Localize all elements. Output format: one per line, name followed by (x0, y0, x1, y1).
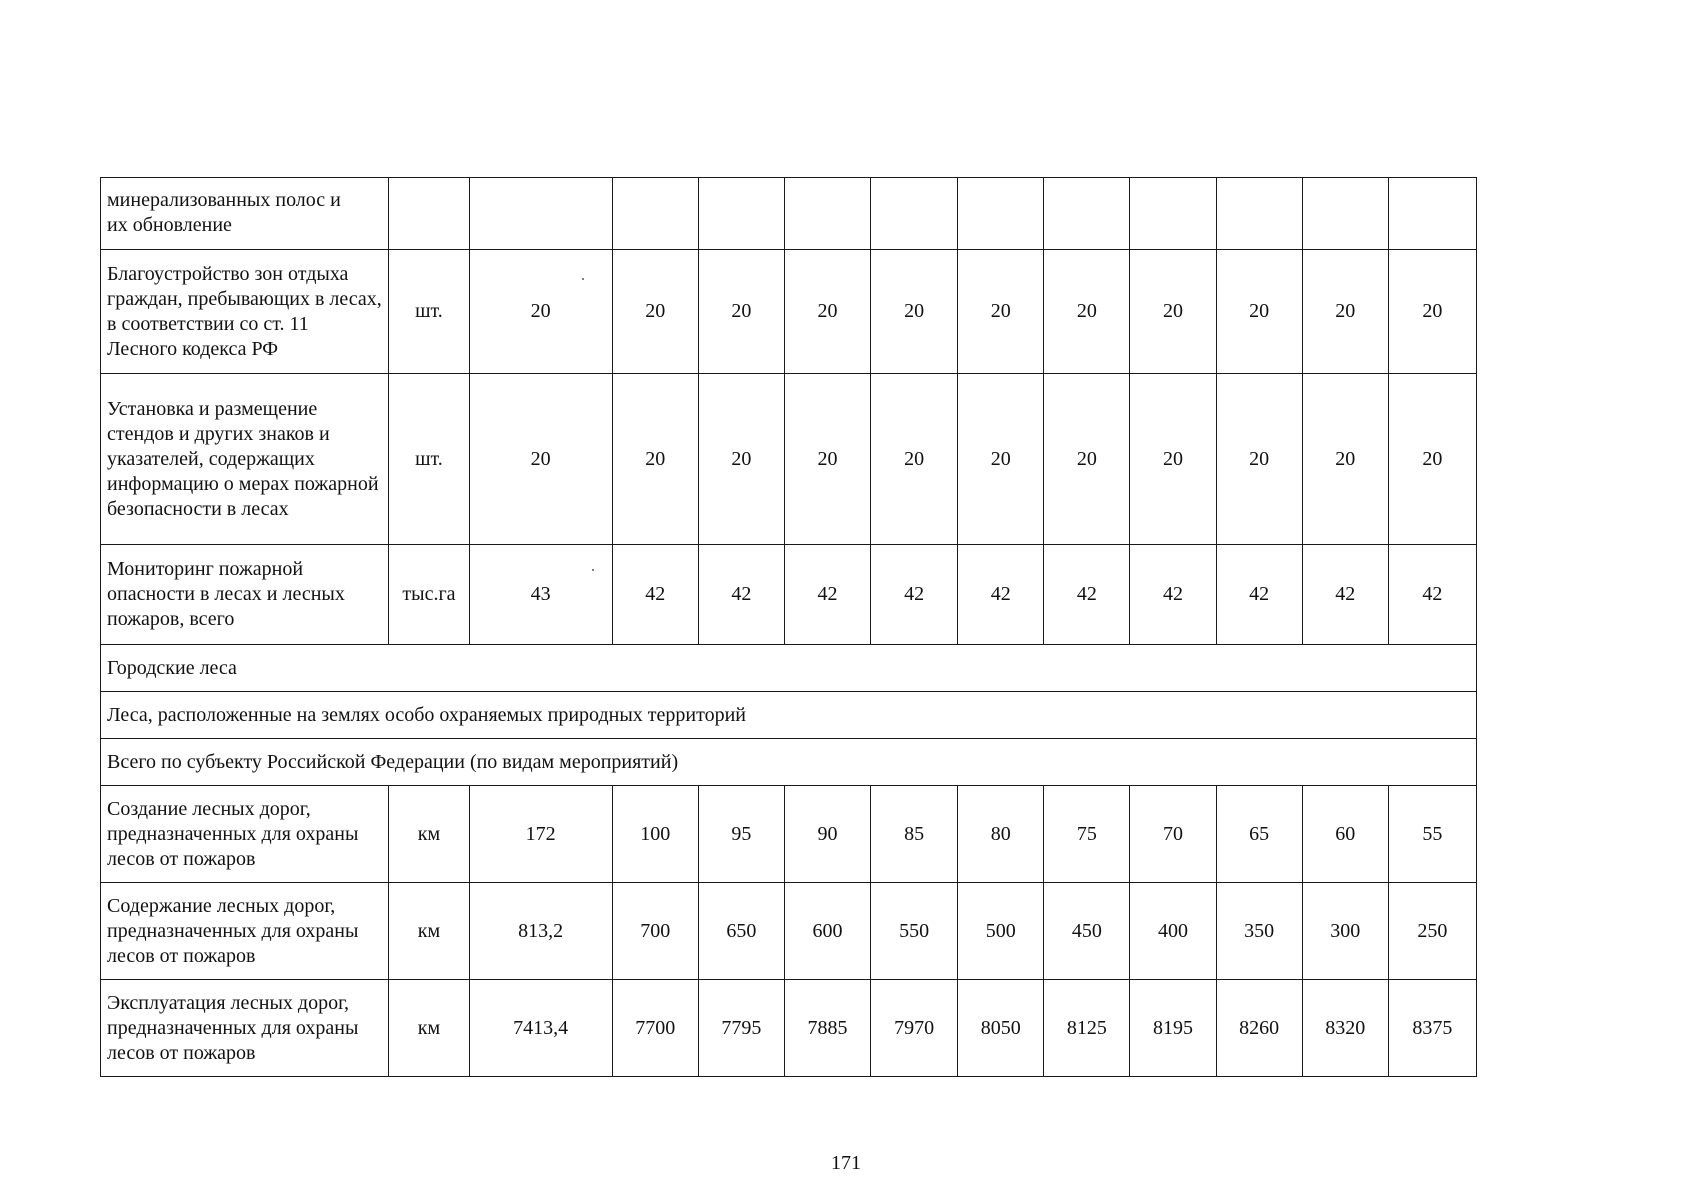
value-cell: 20 (784, 250, 870, 374)
value-cell: 700 (612, 883, 698, 980)
section-row (101, 739, 1477, 786)
value-cell: 300 (1302, 883, 1388, 980)
table-row (101, 178, 1477, 250)
value-cell: 20 (1044, 250, 1130, 374)
measure-name-cell: минерализованных полос и их обновление (101, 178, 389, 250)
value-cell: 20 (1130, 374, 1216, 545)
value-cell (469, 178, 612, 250)
value-cell (698, 178, 784, 250)
unit-cell: шт. (389, 250, 469, 374)
value-cell: 95 (698, 786, 784, 883)
table-body (101, 178, 1477, 1077)
value-cell: 600 (784, 883, 870, 980)
value-cell: 42 (1044, 545, 1130, 645)
value-cell: 20 (698, 250, 784, 374)
value-cell: 100 (612, 786, 698, 883)
value-cell: 55 (1388, 786, 1476, 883)
unit-cell: км (389, 883, 469, 980)
section-title: Городские леса (101, 645, 1477, 692)
value-cell: 400 (1130, 883, 1216, 980)
table-row (101, 545, 1477, 645)
measure-name-cell: Эксплуатация лесных дорог, предназначенных для охраны лесов от пожаров (101, 980, 389, 1077)
value-cell: 8195 (1130, 980, 1216, 1077)
value-cell: 20 (958, 250, 1044, 374)
value-cell: 7885 (784, 980, 870, 1077)
unit-cell: км (389, 786, 469, 883)
value-cell: 42 (1130, 545, 1216, 645)
value-cell: 65 (1216, 786, 1302, 883)
unit-cell: тыс.га (389, 545, 469, 645)
value-cell: 75 (1044, 786, 1130, 883)
value-cell: 813,2 (469, 883, 612, 980)
value-cell (1044, 178, 1130, 250)
section-row (101, 645, 1477, 692)
unit-cell: шт. (389, 374, 469, 545)
table-row (101, 786, 1477, 883)
scan-speck (582, 278, 584, 280)
value-cell: 172 (469, 786, 612, 883)
value-cell: 42 (871, 545, 958, 645)
value-cell: 20 (612, 374, 698, 545)
value-cell: 8320 (1302, 980, 1388, 1077)
value-cell: 42 (1302, 545, 1388, 645)
value-cell: 85 (871, 786, 958, 883)
measure-name-cell: Содержание лесных дорог, предназначенных для охраны лесов от пожаров (101, 883, 389, 980)
forest-measures-table (100, 177, 1477, 1077)
value-cell: 20 (871, 374, 958, 545)
value-cell (784, 178, 870, 250)
value-cell: 90 (784, 786, 870, 883)
table-row (101, 883, 1477, 980)
value-cell: 7795 (698, 980, 784, 1077)
table-row (101, 374, 1477, 545)
value-cell: 42 (1388, 545, 1476, 645)
unit-cell (389, 178, 469, 250)
measure-name-cell: Мониторинг пожарной опасности в лесах и лесных пожаров, всего (101, 545, 389, 645)
value-cell (1302, 178, 1388, 250)
value-cell: 20 (1388, 374, 1476, 545)
value-cell: 20 (1130, 250, 1216, 374)
value-cell: 20 (1388, 250, 1476, 374)
scan-speck (592, 569, 594, 571)
value-cell: 20 (1302, 250, 1388, 374)
value-cell: 20 (1216, 374, 1302, 545)
value-cell: 20 (1044, 374, 1130, 545)
value-cell: 42 (784, 545, 870, 645)
value-cell (958, 178, 1044, 250)
value-cell: 20 (784, 374, 870, 545)
value-cell: 20 (612, 250, 698, 374)
unit-cell: км (389, 980, 469, 1077)
value-cell (1388, 178, 1476, 250)
value-cell (1130, 178, 1216, 250)
value-cell: 8050 (958, 980, 1044, 1077)
value-cell: 42 (612, 545, 698, 645)
measure-name-cell: Благоустройство зон отдыха граждан, пребывающих в лесах, в соответствии со ст. 11 Лесного кодекса РФ (101, 250, 389, 374)
value-cell (612, 178, 698, 250)
measure-name-cell: Установка и размещение стендов и других знаков и указателей, содержащих информацию о мерах пожарной безопасности в лесах (101, 374, 389, 545)
value-cell: 8260 (1216, 980, 1302, 1077)
section-title: Всего по субъекту Российской Федерации (по видам мероприятий) (101, 739, 1477, 786)
value-cell: 20 (469, 250, 612, 374)
table-row (101, 980, 1477, 1077)
value-cell: 7413,4 (469, 980, 612, 1077)
value-cell: 550 (871, 883, 958, 980)
value-cell (871, 178, 958, 250)
value-cell: 70 (1130, 786, 1216, 883)
measure-name-cell: Создание лесных дорог, предназначенных для охраны лесов от пожаров (101, 786, 389, 883)
value-cell: 450 (1044, 883, 1130, 980)
value-cell: 8125 (1044, 980, 1130, 1077)
value-cell: 42 (698, 545, 784, 645)
value-cell: 250 (1388, 883, 1476, 980)
page-number: 171 (831, 1152, 861, 1174)
section-title: Леса, расположенные на землях особо охраняемых природных территорий (101, 692, 1477, 739)
value-cell: 20 (469, 374, 612, 545)
value-cell: 7700 (612, 980, 698, 1077)
value-cell: 60 (1302, 786, 1388, 883)
value-cell: 8375 (1388, 980, 1476, 1077)
value-cell: 20 (1216, 250, 1302, 374)
table-row (101, 250, 1477, 374)
value-cell: 42 (958, 545, 1044, 645)
value-cell: 20 (958, 374, 1044, 545)
value-cell: 20 (871, 250, 958, 374)
value-cell: 7970 (871, 980, 958, 1077)
value-cell: 80 (958, 786, 1044, 883)
value-cell: 43 (469, 545, 612, 645)
section-row (101, 692, 1477, 739)
value-cell: 650 (698, 883, 784, 980)
value-cell: 20 (1302, 374, 1388, 545)
value-cell: 20 (698, 374, 784, 545)
value-cell: 500 (958, 883, 1044, 980)
value-cell: 42 (1216, 545, 1302, 645)
value-cell (1216, 178, 1302, 250)
value-cell: 350 (1216, 883, 1302, 980)
